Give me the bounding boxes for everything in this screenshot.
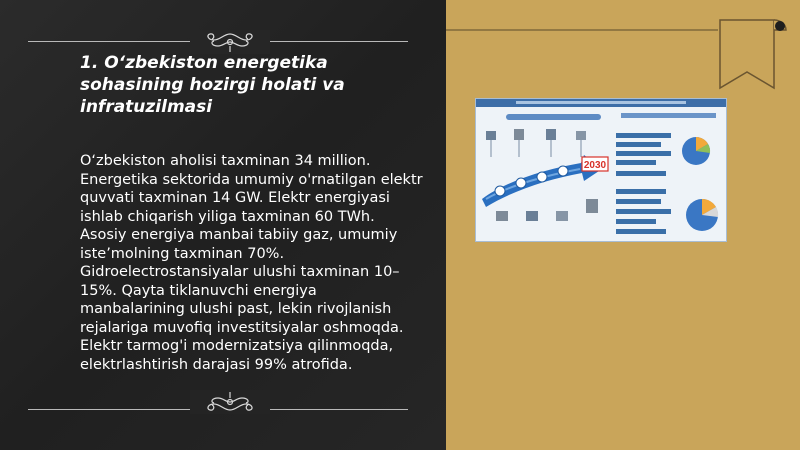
infographic-graphic (476, 99, 726, 241)
slide-title: 1. O‘zbekiston energetika sohasining hozirgi holati va infratuzilmasi (80, 53, 345, 117)
energy-infographic-image (475, 98, 727, 242)
bottom-ornament-icon (190, 390, 270, 414)
slide-body-text: O‘zbekiston aholisi taxminan 34 million. Energetika sektorida umumiy o'rnatilgan elektr quvvati taxminan 14 GW. Elektr energiyasi ishlab chiqarish yiliga taxminan 60 TWh. Asosiy energiya manbai tabiiy gaz, umumiy iste’molning taxminan 70%. Gidroelectrostansiyalar ulushi taxminan 10–15%. Qayta tiklanuvchi energiya manbalarining ulushi past, lekin rivojlanish rejalariga muvofiq investitsiyalar oshmoqda. Elektr tarmog'i modernizatsiya qilinmoqda, elektrlashtirish darajasi 99% atrofida. (80, 153, 423, 373)
top-ornament-icon (190, 30, 270, 54)
bookmark-ribbon-icon (718, 18, 788, 98)
infographic-year-badge: 2030 (583, 160, 607, 171)
